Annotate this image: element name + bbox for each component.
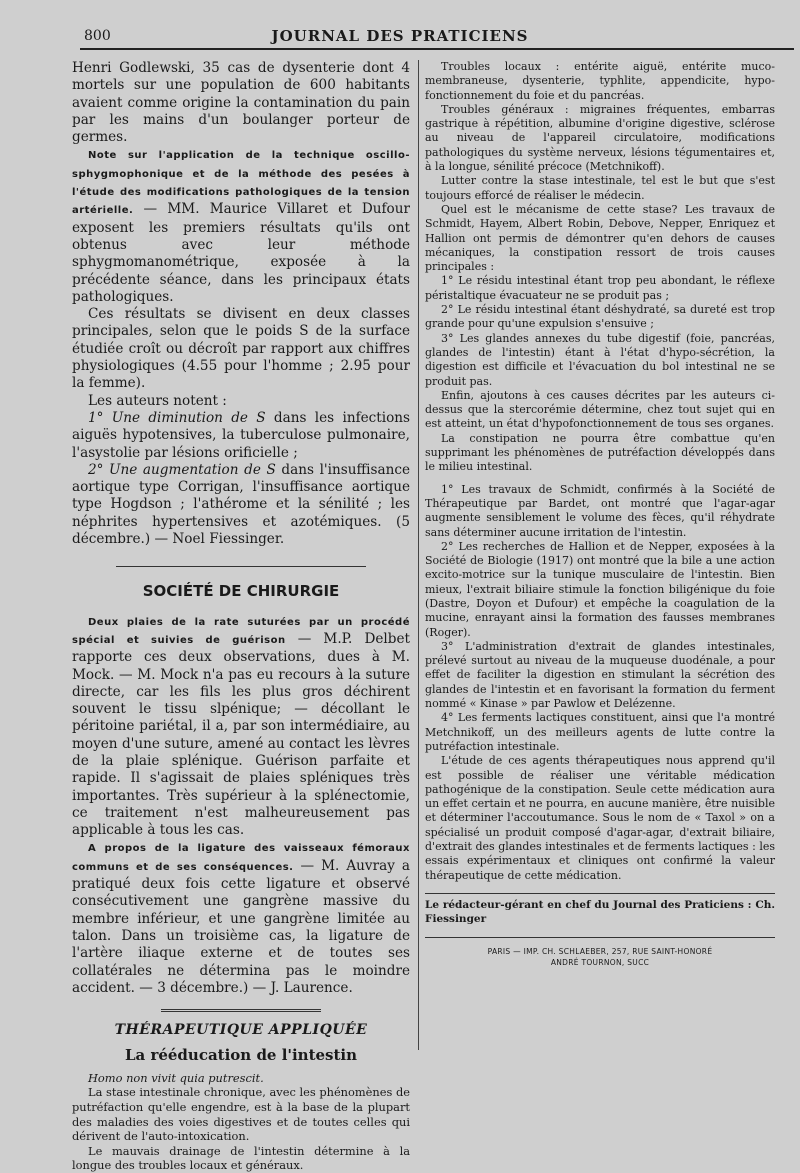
column-divider: [418, 60, 419, 1050]
list-item: 1° Les travaux de Schmidt, confirmés à la Société de Thérapeutique par Bardet, ont montré que l'agar-agar augmente sensiblement le volume des fèces, qu'il réhydrate sans déterminer aucune irritation de l'intestin.: [425, 482, 775, 539]
page-header: [0, 0, 800, 52]
list-item-text: dans les infections aiguës hypotensives, la tuberculose pulmonaire, l'asystolie par lésions orificielle ;: [72, 409, 410, 461]
paragraph: Quel est le mécanisme de cette stase? Les travaux de Schmidt, Hayem, Albert Robin, Debove, Nepper, Enriquez et Hallion ont permis de démontrer qu'en dehors de causes mécaniques, la constipation ressort de trois causes principales :: [425, 202, 775, 274]
list-item-text: dans l'insuffisance aortique type Corrigan, l'insuffisance aortique type Hogdson ; l'athérome et la sénilité ; les néphrites hypertensives et azotémiques. (5 décembre.) — Noel Fiessinger.: [72, 461, 410, 548]
imprint-line: PARIS — IMP. CH. SCHLAEBER, 257, RUE SAINT-HONORÉ: [487, 946, 713, 956]
section-heading-chirurgie: SOCIÉTÉ DE CHIRURGIE: [142, 582, 340, 601]
paragraph: Troubles généraux : migraines fréquentes, embarras gastrique à répétition, albumine d'origine digestive, sclérose au niveau de l'appareil circulatoire, modifications pathologiques du système nerveux, lésions tégumentaires et, à la longue, sénilité précoce (Metchnikoff).: [425, 102, 775, 174]
chirurgie-paragraph: [72, 613, 410, 840]
footer-rule: [425, 893, 775, 894]
note-title: Note sur l'application de la technique oscillo-sphygmophonique et de la méthode des pesées à l'étude des modifications pathologiques de la tension artérielle.: [72, 150, 410, 217]
header-rule: [80, 48, 794, 50]
journal-title: JOURNAL DES PRATICIENS: [271, 27, 529, 45]
printer-imprint: [425, 946, 775, 968]
list-item: 3° Les glandes annexes du tube digestif (foie, pancréas, glandes de l'intestin) étant à l'état d'hypo-sécrétion, la digestion est difficile et l'évacuation du bol intestinal ne se produit pas.: [425, 331, 775, 388]
article-title: La rééducation de l'intestin: [124, 1046, 358, 1065]
left-column: [72, 60, 410, 1173]
list-item: [72, 462, 410, 548]
paragraph: Les auteurs notent :: [88, 392, 227, 409]
list-item: 2° Le résidu intestinal étant déshydraté, sa dureté est trop grande pour qu'une expulsion s'ensuive ;: [425, 303, 775, 331]
imprint-line: ANDRÉ TOURNON, SUCC: [550, 957, 650, 967]
paragraph: La stase intestinale chronique, avec les phénomènes de putréfaction qu'elle engendre, est à la base de la plupart des maladies des voies digestives et de toutes celles qui dérivent de l'auto-intoxication.: [72, 1085, 410, 1144]
epigraph: Homo non vivit quia putrescit.: [88, 1070, 264, 1085]
paragraph: Henri Godlewski, 35 cas de dysenterie dont 4 mortels sur une population de 600 habitants avaient comme origine la contamination du pain par les mains d'un boulanger porteur de germes.: [72, 60, 410, 146]
list-item: 4° Les ferments lactiques constituent, ainsi que l'a montré Metchnikoff, un des meilleurs agents de lutte contre la putréfaction intestinale.: [425, 711, 775, 753]
paragraph: Le mauvais drainage de l'intestin détermine à la longue des troubles locaux et généraux.: [72, 1143, 410, 1173]
page-number: 800: [84, 28, 111, 44]
section-rule: [161, 1009, 321, 1012]
paragraph-text: — M. Auvray a pratiqué deux fois cette ligature et observé consécutivement une gangrène massive du membre inférieur, et une gangrène limitée au talon. Dans un troisième cas, la ligature de l'artère iliaque externe et de toutes ses collatérales ne détermina pas le moindre accident. — 3 décembre.) — J. Laurence.: [72, 857, 410, 996]
note-paragraph: [72, 146, 410, 306]
list-item: 1° Le résidu intestinal étant trop peu abondant, le réflexe péristaltique évacuateur ne se produit pas ;: [425, 274, 775, 302]
paragraph: La constipation ne pourra être combattue qu'en supprimant les phénomènes de putréfaction développés dans le milieu intestinal.: [425, 431, 775, 474]
paragraph: Enfin, ajoutons à ces causes décrites par les auteurs ci-dessus que la stercorémie détermine, chez tout sujet qui en est atteint, un état d'hypofonctionnement de tous ses organes.: [425, 388, 775, 431]
paragraph: Ces résultats se divisent en deux classes principales, selon que le poids S de la surface étudiée croît ou décroît par rapport aux chiffres physiologiques (4.55 pour l'homme ; 2.95 pour la femme).: [72, 306, 410, 392]
list-item-lead: 1° Une diminution de S: [88, 409, 266, 426]
list-item: 2° Les recherches de Hallion et de Nepper, exposées à la Société de Biologie (1917) ont montré que la bile a une action excito-motrice sur la tunique musculaire de l'intestin. Bien mieux, l'extrait biliaire stimule la fonction biligénique du foie (Dastre, Doyon et Dufour) et empêche la coagulation de la mucine, enrayant ainsi la formation des fausses membranes (Roger).: [425, 539, 775, 639]
chirurgie-paragraph: [72, 839, 410, 997]
footer-rule: [425, 937, 775, 938]
paragraph: Lutter contre la stase intestinale, tel est le but que s'est toujours efforcé de réaliser le médecin.: [425, 174, 775, 202]
section-rule: [116, 566, 366, 567]
right-column: [425, 60, 775, 990]
paragraph: L'étude de ces agents thérapeutiques nous apprend qu'il est possible de réaliser une véritable médication pathogénique de la constipation. Seule cette médication aura un effet certain et ne pourra, en aucune manière, être nuisible et déterminer l'accoutumance. Sous le nom de « Taxol » on a spécialisé un produit composé d'agar-agar, d'extrait biliaire, d'extrait des glandes intestinales et de ferments lactiques : les essais expérimentaux et cliniques ont confirmé la valeur thérapeutique de cette médication.: [425, 754, 775, 882]
paragraph-title: Deux plaies de la rate suturées par un procédé spécial et suivies de guérison: [72, 616, 410, 646]
list-item: [72, 410, 410, 462]
editor-credit: Le rédacteur-gérant en chef du Journal des Praticiens : Ch. Fiessinger: [425, 898, 775, 926]
paragraph: Troubles locaux : entérite aiguë, entérite muco-membraneuse, dysenterie, typhlite, appendicite, hypo-fonctionnement du foie et du pancréas.: [425, 60, 775, 102]
list-item-lead: 2° Une augmentation de S: [88, 461, 276, 478]
list-item: 3° L'administration d'extrait de glandes intestinales, prélevé surtout au niveau de la muqueuse duodénale, a pour effet de faciliter la digestion en stimulant la sécrétion des glandes de l'intestin et en favorisant la formation du ferment nommé « Kinase » par Pawlow et Delézenne.: [425, 639, 775, 711]
section-heading-therapeutique: THÉRAPEUTIQUE APPLIQUÉE: [114, 1022, 368, 1039]
paragraph-text: — M.P. Delbet rapporte ces deux observations, dues à M. Mock. — M. Mock n'a pas eu recours à la suture directe, car les fils les plus gros déchirent souvent le tissu slpénique; — décollant le péritoine pariétal, il a, par son intermédiaire, au moyen d'une suture, amené au contact les lèvres de la plaie splénique. Guérison parfaite et rapide. Il s'agissait de plaies spléniques très importantes. Très supérieur à la splénectomie, ce traitement n'est malheureusement pas applicable à tous les cas.: [72, 630, 410, 839]
paragraph-title: A propos de la ligature des vaisseaux fémoraux communs et de ses conséquences.: [72, 843, 410, 873]
note-text: — MM. Maurice Villaret et Dufour exposent les premiers résultats qu'ils ont obtenus avec leur méthode sphygmomanométrique, exposée à la précédente séance, dans les principaux états pathologiques.: [72, 201, 410, 305]
